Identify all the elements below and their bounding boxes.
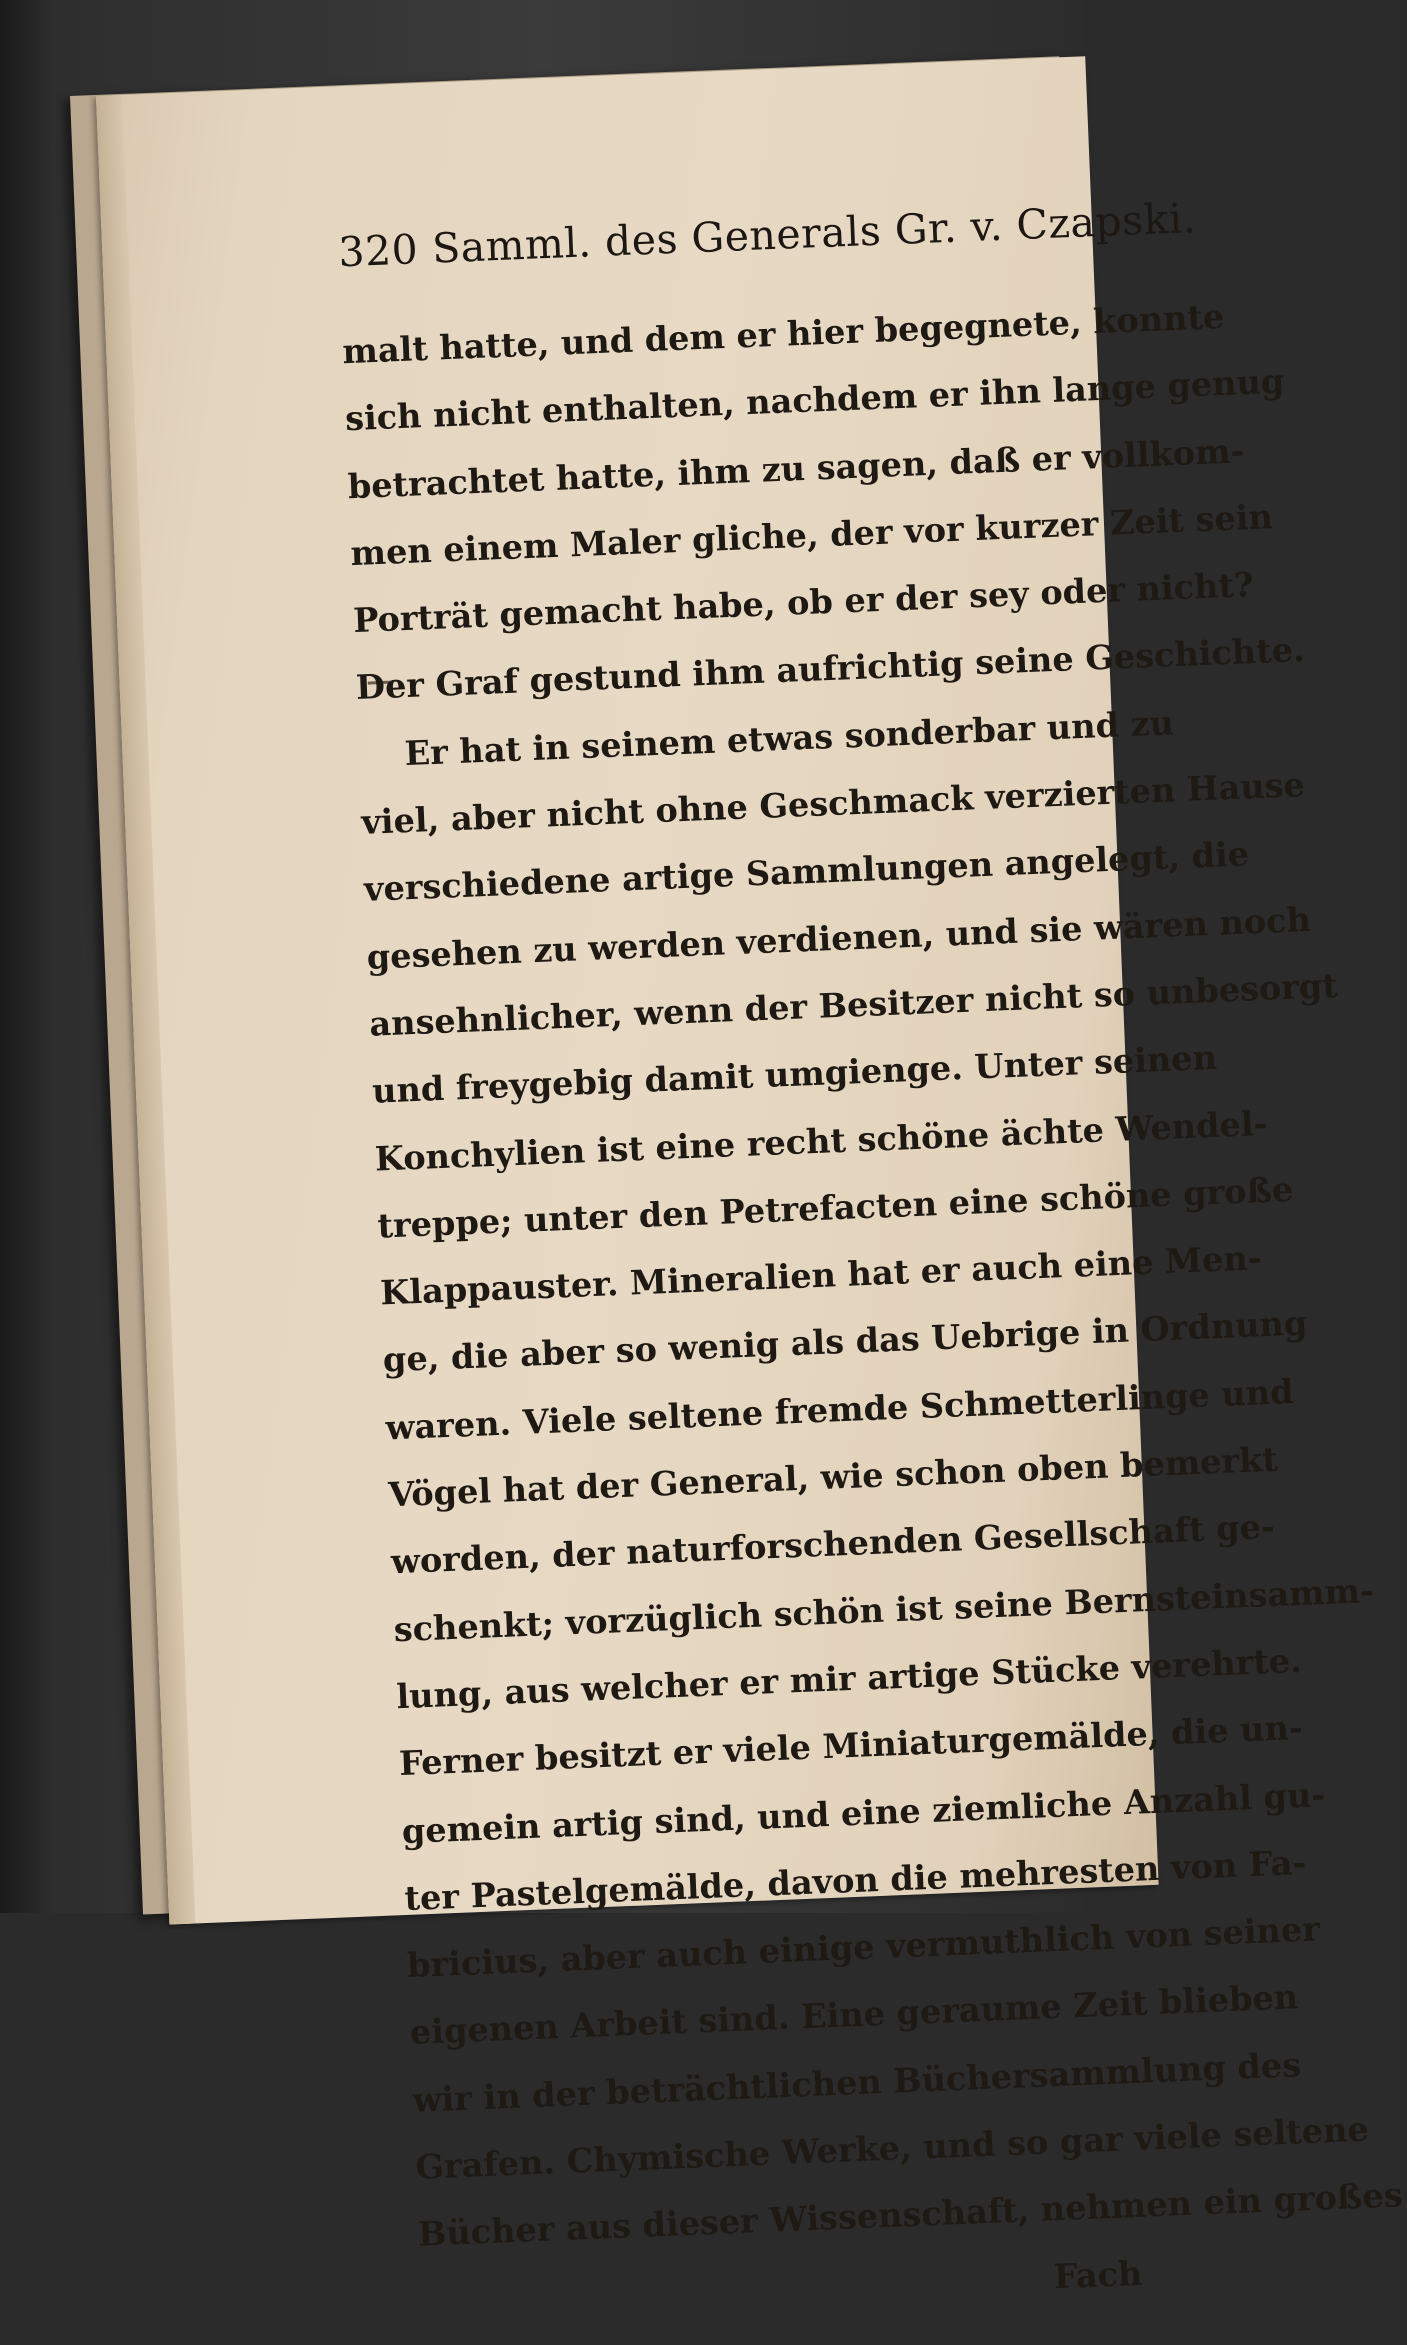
text-line: verschiedene artige Sammlungen angelegt, die	[363, 834, 1250, 910]
text-line: eigenen Arbeit sind. Eine geraume Zeit blieben	[409, 1977, 1299, 2053]
body-text	[341, 289, 1404, 2336]
text-line: malt hatte, und dem er hier begegnete, konnte	[341, 296, 1225, 372]
text-line: waren. Viele seltene fremde Schmetterlinge und	[384, 1371, 1295, 1448]
text-line: ansehnlicher, wenn der Besitzer nicht so unbesorgt	[368, 965, 1339, 1044]
running-title: Samml. des Generals Gr. v. Czapski.	[431, 193, 1197, 273]
running-header	[338, 194, 1197, 276]
text-line: ter Pastelgemälde, davon die mehresten von Fa-	[403, 1842, 1308, 1918]
text-line: betrachtet hatte, ihm zu sagen, daß er vollkom-	[347, 430, 1246, 506]
text-line: Ferner besitzt er viele Miniaturgemälde, die un-	[398, 1708, 1304, 1784]
text-line: sich nicht enthalten, nachdem er ihn lange genug	[344, 361, 1286, 439]
text-line: viel, aber nicht ohne Geschmack verzierten Hause	[360, 765, 1306, 842]
text-line: wir in der beträchtlichen Büchersammlung des	[411, 2044, 1302, 2120]
text-line: Grafen. Chymische Werke, und so gar viele seltene	[414, 2109, 1370, 2187]
text-line: Klappauster. Mineralien hat er auch eine Men-	[379, 1238, 1263, 1313]
text-line: treppe; unter den Petrefacten eine schöne große	[376, 1169, 1295, 1246]
text-line: und freygebig damit umgienge. Unter seinen	[371, 1038, 1218, 1111]
text-line: men einem Maler gliche, der vor kurzer Zeit sein	[349, 497, 1274, 574]
text-line: bricius, aber auch einige vermuthlich von seiner	[406, 1909, 1321, 1986]
text-line: Konchylien ist eine recht schöne ächte Wendel-	[374, 1103, 1269, 1179]
text-line: Er hat in seinem etwas sonderbar und zu	[403, 703, 1175, 773]
text-line: Der Graf gestund ihm aufrichtig seine Geschichte.	[355, 630, 1306, 708]
text-line: Vögel hat der General, wie schon oben bemerkt	[387, 1439, 1279, 1515]
text-line: worden, der naturforschenden Gesellschaft ge-	[390, 1507, 1276, 1582]
text-line: schenkt; vorzüglich schön ist seine Bernsteinsamm-	[392, 1570, 1375, 1649]
text-line: gesehen zu werden verdienen, und sie wären noch	[365, 899, 1312, 977]
book-page	[96, 56, 1404, 2296]
catchword: Fach	[1053, 2253, 1143, 2296]
page-number: 320	[337, 225, 420, 277]
text-line: Porträt gemacht habe, ob er der sey oder nicht?	[352, 565, 1255, 641]
text-line: ge, die aber so wenig als das Uebrige in Ordnung	[382, 1303, 1308, 1380]
text-line: gemein artig sind, und eine ziemliche Anzahl gu-	[401, 1774, 1326, 1851]
text-line: Bücher aus dieser Wissenschaft, nehmen ein großes	[417, 2175, 1404, 2255]
text-line: lung, aus welcher er mir artige Stücke verehrte.	[395, 1640, 1303, 1717]
